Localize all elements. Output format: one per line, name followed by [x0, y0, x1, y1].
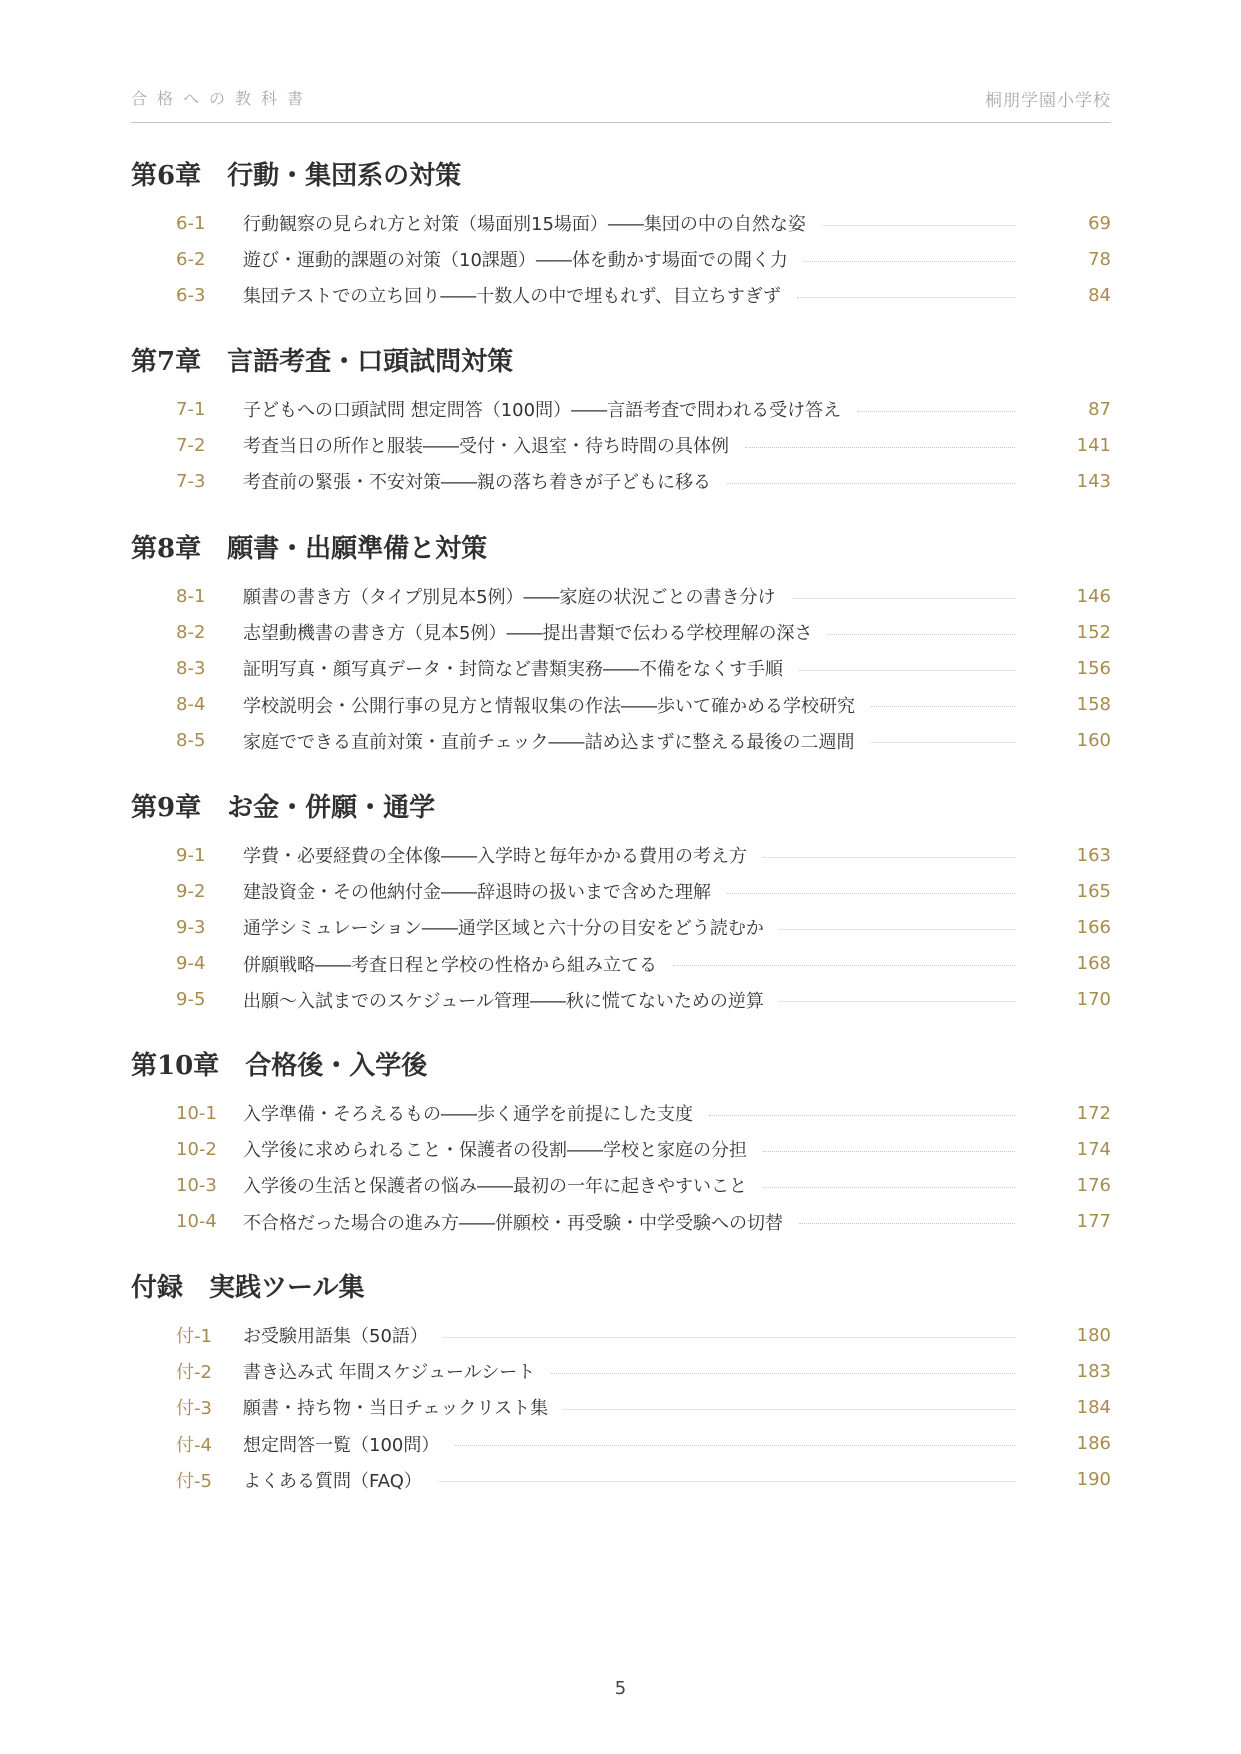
- chapter-9: [131, 788, 1111, 1018]
- page-number: 5: [614, 1678, 627, 1699]
- dot-leader: [804, 261, 1015, 262]
- entry-title: 志望動機書の書き方（見本5例）――提出書類で伝わる学校理解の深さ: [243, 623, 813, 645]
- dot-leader: [727, 893, 1015, 894]
- entry-page: 170: [1076, 989, 1111, 1011]
- dot-leader: [797, 297, 1015, 298]
- entry-number: 10-2: [176, 1138, 217, 1160]
- entry-number: 9-2: [176, 880, 206, 902]
- dot-leader: [444, 1337, 1015, 1338]
- chapter-title: 願書・出願準備と対策: [227, 534, 488, 564]
- entry-page: 184: [1076, 1396, 1111, 1418]
- toc-entry[interactable]: [131, 1167, 1111, 1203]
- entry-number: 9-5: [176, 989, 206, 1011]
- entry-number: 9-1: [176, 844, 206, 866]
- entry-title: 想定問答一覧（100問）: [243, 1434, 440, 1456]
- entry-title: 建設資金・その他納付金――辞退時の扱いまで含めた理解: [243, 882, 711, 904]
- entry-title: 書き込み式 年間スケジュールシート: [243, 1362, 536, 1384]
- chapter-heading: [131, 788, 1111, 828]
- entry-number: 付-5: [176, 1470, 212, 1492]
- chapter-label: 第9章: [131, 793, 202, 823]
- toc-entry[interactable]: [131, 873, 1111, 909]
- entry-page: 165: [1076, 880, 1111, 902]
- entry-number: 8-3: [176, 657, 206, 679]
- chapter-heading: [131, 156, 1111, 196]
- toc-entry[interactable]: [131, 1462, 1111, 1498]
- entry-page: 156: [1076, 657, 1111, 679]
- dot-leader: [822, 225, 1015, 226]
- toc-entry[interactable]: [131, 982, 1111, 1018]
- toc-entry[interactable]: [131, 391, 1111, 427]
- entry-number: 10-4: [176, 1211, 217, 1233]
- entry-page: 166: [1076, 916, 1111, 938]
- entry-title: 家庭でできる直前対策・直前チェック――詰め込まずに整える最後の二週間: [243, 731, 855, 753]
- toc-entry[interactable]: [131, 1353, 1111, 1389]
- entry-number: 10-1: [176, 1102, 217, 1124]
- entry-page: 160: [1076, 730, 1111, 752]
- entry-page: 190: [1076, 1469, 1111, 1491]
- entry-page: 141: [1076, 434, 1111, 456]
- entry-title: 不合格だった場合の進み方――併願校・再受験・中学受験への切替: [243, 1212, 783, 1234]
- dot-leader: [799, 1223, 1015, 1224]
- entry-number: 7-2: [176, 434, 206, 456]
- header-school-name: 桐朋学園小学校: [985, 91, 1111, 111]
- entry-number: 9-4: [176, 953, 206, 975]
- dot-leader: [673, 965, 1015, 966]
- entry-page: 158: [1076, 694, 1111, 716]
- dot-leader: [763, 1151, 1015, 1152]
- dot-leader: [745, 447, 1015, 448]
- toc-entry[interactable]: [131, 277, 1111, 313]
- dot-leader: [763, 1187, 1015, 1188]
- chapter-title: 言語考査・口頭試問対策: [227, 347, 514, 377]
- entry-page: 152: [1076, 621, 1111, 643]
- chapter-6: [131, 156, 1111, 314]
- entry-number: 7-3: [176, 470, 206, 492]
- toc-entry[interactable]: [131, 1204, 1111, 1240]
- dot-leader: [763, 857, 1015, 858]
- entry-number: 付-1: [176, 1326, 212, 1347]
- entry-number: 7-1: [176, 398, 206, 420]
- entry-page: 69: [1088, 212, 1111, 234]
- entry-title: 願書・持ち物・当日チェックリスト集: [243, 1398, 549, 1420]
- entry-title: 子どもへの口頭試問 想定問答（100問）――言語考査で問われる受け答え: [243, 400, 842, 421]
- entry-page: 163: [1076, 844, 1111, 866]
- entry-number: 10-3: [176, 1174, 217, 1196]
- chapter-8: [131, 529, 1111, 759]
- chapter-title: 合格後・入学後: [245, 1051, 428, 1081]
- chapter-heading: [131, 342, 1111, 382]
- toc-entry[interactable]: [131, 650, 1111, 686]
- entry-number: 8-4: [176, 694, 206, 716]
- entry-number: 8-5: [176, 730, 206, 752]
- entry-page: 84: [1088, 284, 1111, 306]
- entry-number: 6-2: [176, 248, 206, 270]
- entry-title: 学費・必要経費の全体像――入学時と毎年かかる費用の考え方: [243, 846, 747, 867]
- entry-page: 143: [1076, 470, 1111, 492]
- header-book-title: 合格への教科書: [131, 89, 314, 108]
- entry-title: 考査前の緊張・不安対策――親の落ち着きが子どもに移る: [243, 472, 711, 494]
- entry-number: 付-4: [176, 1434, 212, 1456]
- entry-number: 8-1: [176, 585, 206, 607]
- dot-leader: [709, 1115, 1015, 1116]
- entry-number: 6-1: [176, 212, 206, 234]
- entry-title: よくある質問（FAQ）: [243, 1470, 422, 1492]
- toc-entry[interactable]: [131, 946, 1111, 982]
- toc-entry[interactable]: [131, 1426, 1111, 1462]
- entry-title: 併願戦略――考査日程と学校の性格から組み立てる: [243, 954, 657, 976]
- entry-number: 9-3: [176, 916, 206, 938]
- entry-page: 177: [1076, 1211, 1111, 1233]
- dot-leader: [564, 1409, 1015, 1410]
- toc-entry[interactable]: [131, 463, 1111, 499]
- entry-page: 186: [1076, 1433, 1111, 1455]
- entry-title: 行動観察の見られ方と対策（場面別15場面）――集団の中の自然な姿: [243, 214, 806, 235]
- chapter-label: 第6章: [131, 161, 202, 191]
- entry-title: 遊び・運動的課題の対策（10課題）――体を動かす場面での聞く力: [243, 250, 788, 272]
- dot-leader: [780, 1001, 1015, 1002]
- entry-page: 183: [1076, 1360, 1111, 1382]
- toc-entry[interactable]: [131, 1389, 1111, 1425]
- toc-page: [131, 0, 1111, 1754]
- entry-title: 通学シミュレーション――通学区域と六十分の目安をどう読むか: [243, 918, 764, 940]
- entry-title: お受験用語集（50語）: [243, 1326, 428, 1347]
- entry-title: 証明写真・顔写真データ・封筒など書類実務――不備をなくす手順: [243, 659, 783, 681]
- chapter-heading: [131, 1046, 1111, 1086]
- chapter-label: 第10章: [131, 1051, 220, 1081]
- toc-entry[interactable]: [131, 687, 1111, 723]
- entry-title: 入学準備・そろえるもの――歩く通学を前提にした支度: [243, 1104, 693, 1125]
- entry-page: 174: [1076, 1138, 1111, 1160]
- toc-entry[interactable]: [131, 1317, 1111, 1353]
- toc-entry[interactable]: [131, 723, 1111, 759]
- toc-entry[interactable]: [131, 241, 1111, 277]
- entry-title: 入学後の生活と保護者の悩み――最初の一年に起きやすいこと: [243, 1176, 747, 1198]
- entry-page: 87: [1088, 398, 1111, 420]
- toc-entry[interactable]: [131, 427, 1111, 463]
- chapter-title: 実践ツール集: [209, 1273, 365, 1303]
- entry-page: 180: [1076, 1324, 1111, 1346]
- entry-title: 入学後に求められること・保護者の役割――学校と家庭の分担: [243, 1140, 747, 1162]
- dot-leader: [828, 634, 1015, 635]
- chapter-title: 行動・集団系の対策: [227, 161, 462, 191]
- chapter-heading: [131, 529, 1111, 569]
- entry-page: 168: [1076, 953, 1111, 975]
- chapter-label: 第8章: [131, 534, 202, 564]
- chapter-10: [131, 1046, 1111, 1240]
- dot-leader: [799, 670, 1015, 671]
- entry-title: 考査当日の所作と服装――受付・入退室・待ち時間の具体例: [243, 436, 729, 458]
- dot-leader: [727, 483, 1015, 484]
- chapter-7: [131, 342, 1111, 500]
- toc-entry[interactable]: [131, 1131, 1111, 1167]
- entry-title: 学校説明会・公開行事の見方と情報収集の作法――歩いて確かめる学校研究: [243, 695, 855, 717]
- entry-number: 付-3: [176, 1398, 212, 1420]
- toc-entry[interactable]: [131, 909, 1111, 945]
- chapter-title: お金・併願・通学: [227, 793, 436, 823]
- entry-title: 集団テストでの立ち回り――十数人の中で埋もれず、目立ちすぎず: [243, 286, 781, 308]
- dot-leader: [455, 1445, 1015, 1446]
- entry-title: 願書の書き方（タイプ別見本5例）――家庭の状況ごとの書き分け: [243, 587, 776, 608]
- dot-leader: [792, 598, 1015, 599]
- toc-entry[interactable]: [131, 837, 1111, 873]
- entry-page: 146: [1076, 585, 1111, 607]
- toc-entry[interactable]: [131, 578, 1111, 614]
- entry-title: 出願〜入試までのスケジュール管理――秋に慌てないための逆算: [243, 990, 764, 1012]
- dot-leader: [871, 706, 1015, 707]
- entry-number: 6-3: [176, 284, 206, 306]
- appendix: [131, 1268, 1111, 1498]
- dot-leader: [870, 742, 1015, 743]
- dot-leader: [780, 929, 1015, 930]
- toc-entry[interactable]: [131, 614, 1111, 650]
- entry-page: 172: [1076, 1102, 1111, 1124]
- chapter-label: 付録: [131, 1273, 184, 1303]
- entry-number: 付-2: [176, 1362, 212, 1384]
- entry-number: 8-2: [176, 621, 206, 643]
- dot-leader: [857, 411, 1015, 412]
- entry-page: 176: [1076, 1174, 1111, 1196]
- chapter-label: 第7章: [131, 347, 202, 377]
- running-header: [131, 86, 1111, 123]
- toc-entry[interactable]: [131, 205, 1111, 241]
- dot-leader: [551, 1373, 1015, 1374]
- toc-entry[interactable]: [131, 1095, 1111, 1131]
- dot-leader: [438, 1481, 1015, 1482]
- entry-page: 78: [1088, 248, 1111, 270]
- chapter-heading: [131, 1268, 1111, 1308]
